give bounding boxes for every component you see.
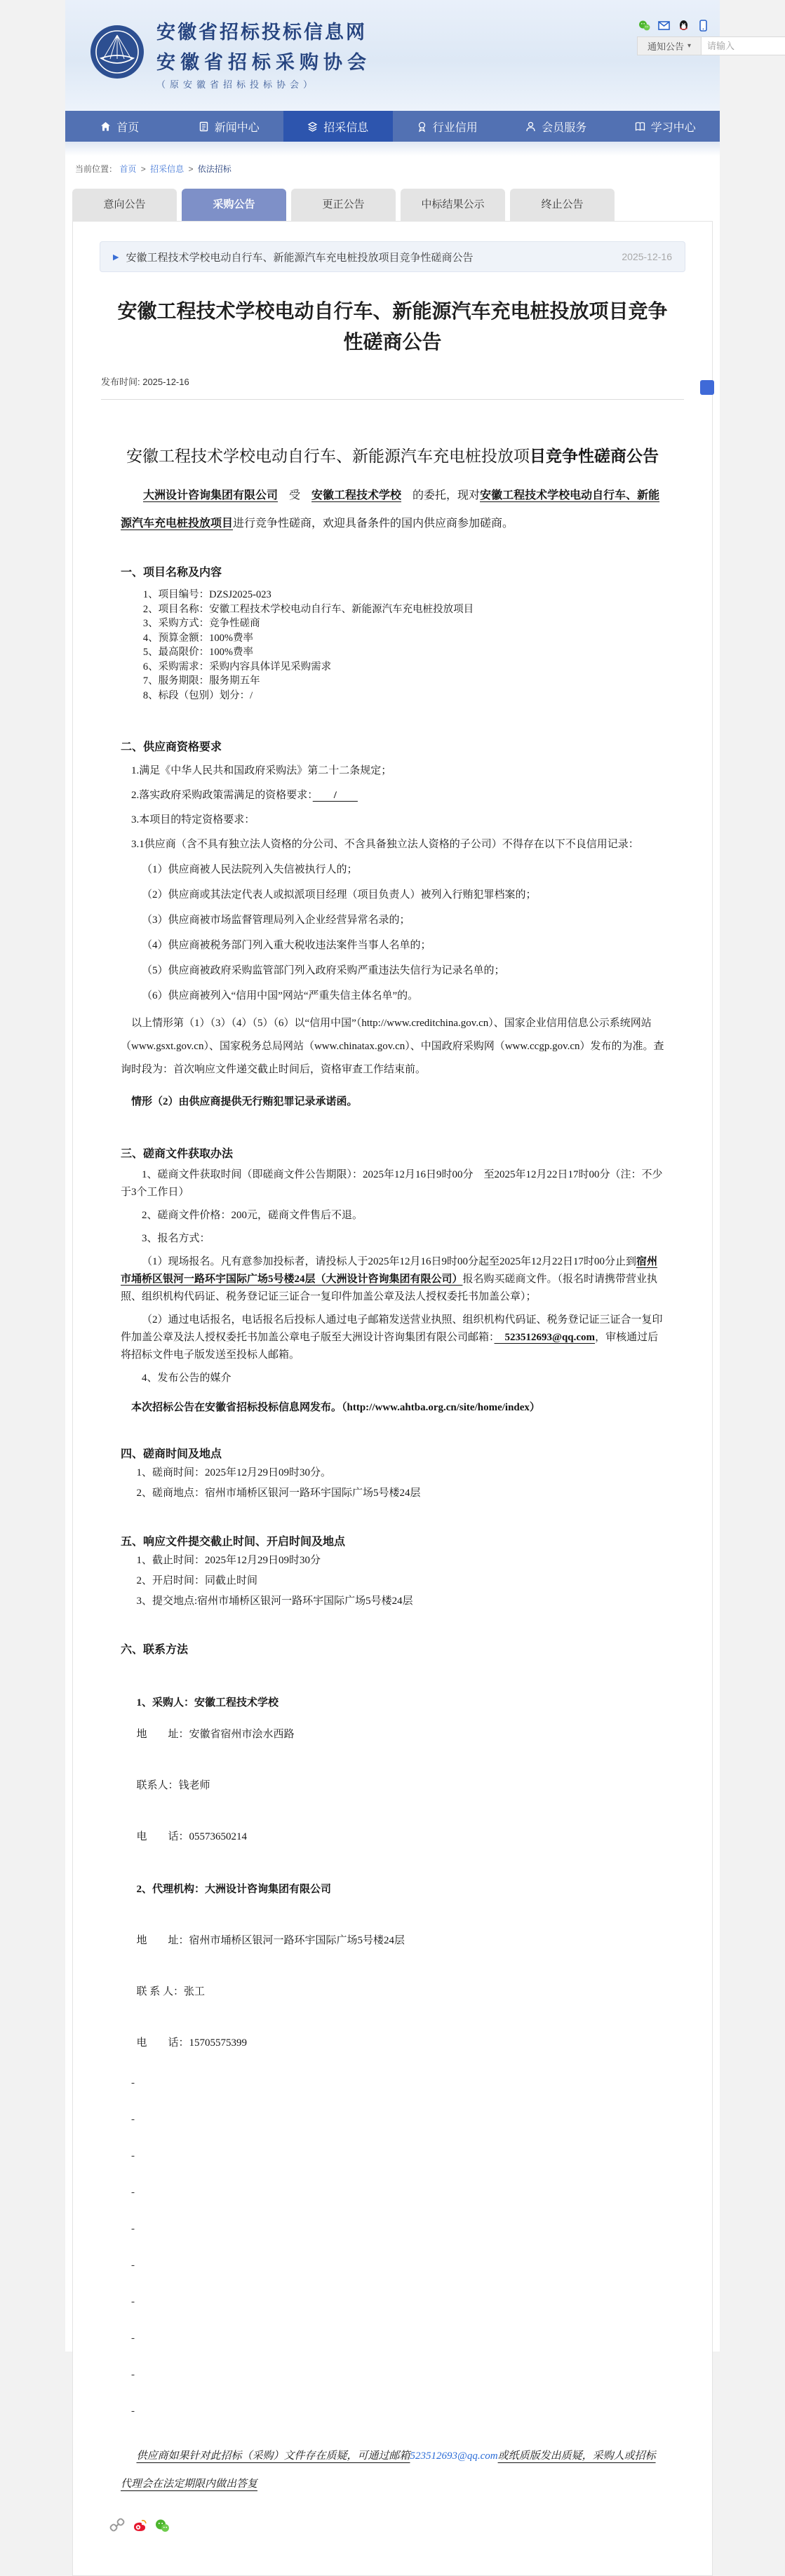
paragraph: [121, 788, 664, 803]
list-item: 1、磋商时间：2025年12月29日09时30分。: [136, 1467, 332, 1478]
intro-text: 进行竞争性磋商，欢迎具备条件的国内供应商参加磋商。: [233, 518, 514, 530]
search-category-select[interactable]: [637, 36, 702, 55]
weibo-icon[interactable]: [132, 2518, 147, 2533]
announcement-list-date: 2025-12-16: [622, 251, 672, 262]
project-name: 安徽工程技术学校电动自行车、新能源汽车充电桩投放项目: [121, 490, 660, 530]
objection-note: [121, 2442, 664, 2498]
breadcrumb-separator: >: [188, 164, 194, 174]
document-title: [121, 443, 664, 466]
list-item: （1）供应商被人民法院列入失信被执行人的；: [142, 864, 358, 875]
intro-text: 的委托，现对: [401, 490, 481, 501]
divider: [101, 399, 684, 400]
list-item: 3、报名方式：: [142, 1233, 210, 1244]
paragraph-text: 2.落实政府采购政策需满足的资格要求：: [131, 790, 313, 801]
nav-item-label: 行业信用: [432, 121, 478, 134]
link-icon[interactable]: [109, 2518, 125, 2533]
buyer-title: 1、采购人：安徽工程技术学校: [136, 1697, 279, 1708]
paragraph: 本次招标公告在安徽省招标投标信息网发布。（http://www.ahtba.org.cn/site/home/index）: [131, 1402, 540, 1413]
wechat-share-icon[interactable]: [154, 2518, 170, 2533]
list-item: 4、预算金额：100%费率: [142, 632, 253, 644]
tab-award-result[interactable]: 中标结果公示: [401, 189, 505, 221]
nav-item-label: 招采信息: [323, 121, 369, 134]
list-item: （5）供应商被政府采购监管部门列入政府采购严重违法失信行为记录名单的；: [142, 965, 505, 976]
list-item: 1、截止时间：2025年12月29日09时30分: [136, 1555, 321, 1566]
objection-email-link[interactable]: 523512693@qq.com: [410, 2450, 498, 2462]
dash: -: [131, 2114, 135, 2125]
registration-address: 宿州市埇桥区银河一路环宇国际广场5号楼24层（大洲设计咨询集团有限公司）: [121, 1256, 658, 1285]
nav-item-member-services[interactable]: [502, 111, 611, 142]
section1-list: [121, 588, 664, 703]
home-icon: [100, 121, 111, 132]
intro-text: 受: [278, 490, 312, 501]
list-item: [121, 1311, 664, 1364]
nav-item-home[interactable]: [65, 111, 175, 142]
medal-icon: [417, 121, 427, 132]
nav-item-procurement-info[interactable]: [283, 111, 393, 142]
tab-procurement-notice[interactable]: 采购公告: [182, 189, 286, 221]
breadcrumb-link-home[interactable]: 首页: [119, 164, 137, 174]
tab-correction-notice[interactable]: 更正公告: [291, 189, 396, 221]
triangle-right-icon: ▶: [113, 252, 119, 262]
list-item: 4、发布公告的媒介: [142, 1373, 232, 1384]
paragraph-text: （1）现场报名。凡有意参加投标者，请投标人于2025年12月16日9时00分起至2025年12月22日17时00分止到: [142, 1256, 637, 1267]
blank-underline: /: [312, 790, 358, 801]
paragraph: 3.本项目的特定资格要求：: [131, 814, 255, 825]
page-title: 安徽工程技术学校电动自行车、新能源汽车充电桩投放项目竞争性磋商公告: [117, 300, 668, 353]
share-icons: [109, 2518, 664, 2533]
intro-paragraph: [121, 482, 664, 538]
dash: -: [131, 2333, 135, 2344]
breadcrumb: [65, 142, 720, 182]
mobile-icon[interactable]: [697, 20, 709, 32]
agency-name: 大洲设计咨询集团有限公司: [143, 490, 279, 501]
site-title-line2: 安徽省招标采购协会: [156, 52, 371, 73]
qq-icon[interactable]: [678, 20, 690, 32]
list-item: 3、提交地点:宿州市埇桥区银河一路环宇国际广场5号楼24层: [136, 1596, 413, 1607]
news-icon: [199, 121, 209, 132]
breadcrumb-prefix: 当前位置：: [75, 164, 118, 174]
announcement-list-title: 安徽工程技术学校电动自行车、新能源汽车充电桩投放项目竞争性磋商公告: [126, 251, 474, 264]
list-item: 2、磋商文件价格：200元，磋商文件售后不退。: [142, 1210, 363, 1221]
announcement-list-item[interactable]: [100, 241, 685, 272]
agent-title: 2、代理机构：大洲设计咨询集团有限公司: [136, 1884, 332, 1895]
buyer-phone: 电 话：05573650214: [136, 1831, 248, 1842]
nav-item-label: 首页: [116, 121, 140, 134]
nav-item-label: 学习中心: [650, 121, 696, 134]
book-icon: [635, 121, 645, 132]
nav-item-label: 会员服务: [542, 121, 587, 134]
buyer-address: 地 址：安徽省宿州市浍水西路: [136, 1729, 295, 1740]
dash: -: [131, 2150, 135, 2162]
list-item: 8、标段（包别）划分：/: [142, 689, 253, 701]
paragraph-text: （2）通过电话报名，电话报名后投标人通过电子邮箱发送营业执照、组织机构代码证、税务登记证三证合一复印件加盖公章及法人授权委托书加盖公章电子版至大洲设计咨询集团有限公司邮箱：: [121, 1314, 663, 1343]
section6-heading: 六、联系方法: [121, 1644, 189, 1656]
paragraph-text: ，审核通过后将招标文件电子版发送至投标人邮箱。: [121, 1332, 659, 1361]
breadcrumb-link-section[interactable]: 招采信息: [150, 164, 184, 174]
buyer-name: 安徽工程技术学校: [311, 490, 402, 501]
publish-time: 发布时间: 2025-12-16: [101, 377, 189, 387]
dash: -: [131, 2406, 135, 2417]
dash: -: [131, 2260, 135, 2271]
search-bar: [637, 36, 785, 55]
paragraph: 以上情形第（1）（3）（4）（5）（6）以“信用中国”（http://www.creditchina.gov.cn）、国家企业信用信息公示系统网站（www.gsxt.gov.cn）、国家税务总局网站（www.chinatax.gov.cn）、中国政府采购网（www.ccgp.gov.cn）发布的为准。查询时段为：首次响应文件递交截止时间后，资格审查工作结束前。: [121, 1018, 664, 1075]
nav-item-industry-credit[interactable]: [393, 111, 502, 142]
site-titles: [156, 17, 371, 90]
list-item: 3、采购方式：竞争性磋商: [142, 618, 260, 629]
list-item: 2、项目名称：安徽工程技术学校电动自行车、新能源汽车充电桩投放项目: [142, 603, 474, 615]
breadcrumb-separator: >: [140, 164, 146, 174]
nav-item-news[interactable]: [175, 111, 284, 142]
paragraph: 1.满足《中华人民共和国政府采购法》第二十二条规定；: [131, 765, 392, 776]
paragraph: 情形（2）由供应商提供无行贿犯罪记录承诺函。: [131, 1096, 358, 1107]
site-header: [65, 0, 720, 111]
list-item: （3）供应商被市场监督管理局列入企业经营异常名录的；: [142, 915, 410, 926]
side-tool-button[interactable]: [700, 380, 714, 395]
nav-item-label: 新闻中心: [214, 121, 260, 134]
announcement-tabs: [72, 189, 713, 221]
list-item: 1、项目编号：DZSJ2025-023: [142, 589, 271, 600]
document-body: [73, 443, 712, 2533]
logo-wrap: [89, 17, 371, 90]
list-item: （4）供应商被税务部门列入重大税收违法案件当事人名单的；: [142, 940, 431, 951]
main-nav: [65, 111, 720, 142]
list-item: 7、服务期限：服务期五年: [142, 675, 260, 687]
document-title-bold: 目竞争性磋商公告: [530, 447, 659, 465]
layers-icon: [307, 121, 318, 132]
agent-contact: 联 系 人：张工: [136, 1986, 206, 1997]
paragraph-text: 报名购买磋商文件。（报名时请携带营业执照、组织机构代码证、税务登记证三证合一复印件加盖公章及法人授权委托书加盖公章）；: [121, 1274, 658, 1302]
section4-heading: 四、磋商时间及地点: [121, 1448, 222, 1460]
list-item: （6）供应商被列入“信用中国”网站“严重失信主体名单”的。: [142, 990, 419, 1002]
page: [65, 0, 720, 2490]
agent-phone: 电 话：15705575399: [136, 2037, 248, 2049]
user-icon: [525, 121, 536, 132]
section3-heading: 三、磋商文件获取办法: [121, 1148, 234, 1160]
site-logo-icon: [89, 24, 145, 83]
list-item: 1、磋商文件获取时间（即磋商文件公告期限）：2025年12月16日9时00分 至2025年12月22日17时00分（注：不少于3个工作日）: [121, 1169, 663, 1198]
section1-heading: 一、项目名称及内容: [121, 567, 222, 579]
search-input[interactable]: [702, 36, 785, 55]
content-panel: [72, 221, 713, 2576]
wechat-icon[interactable]: [638, 20, 650, 32]
dash: -: [131, 2077, 135, 2089]
paragraph: 3.1供应商（含不具有独立法人资格的分公司、不含具备独立法人资格的子公司）不得存在以下不良信用记录：: [131, 839, 639, 850]
tab-intention-notice[interactable]: 意向公告: [72, 189, 177, 221]
list-item: [121, 1253, 664, 1306]
agency-email: 523512693@qq.com: [494, 1332, 596, 1343]
list-item: 6、采购需求：采购内容具体详见采购需求: [142, 661, 332, 673]
dash: -: [131, 2223, 135, 2234]
list-item: （2）供应商或其法定代表人或拟派项目经理（项目负责人）被列入行贿犯罪档案的；: [142, 889, 537, 901]
mail-icon[interactable]: [658, 20, 670, 32]
site-title-line1: 安徽省招标投标信息网: [156, 22, 367, 43]
quick-icons: [638, 20, 709, 32]
nav-item-learning-center[interactable]: [611, 111, 720, 142]
contact-block: [121, 1694, 664, 2049]
dash-lines: [121, 2077, 664, 2442]
dash: -: [131, 2369, 135, 2380]
note-text: 或纸质版发出质疑，采购人或招标代理会在法定期限内做出答复: [121, 2450, 656, 2490]
breadcrumb-current: 依法招标: [197, 164, 232, 174]
section2-heading: 二、供应商资格要求: [121, 741, 222, 753]
dash: -: [131, 2296, 135, 2307]
list-item: 5、最高限价：100%费率: [142, 647, 253, 658]
tab-termination-notice[interactable]: 终止公告: [510, 189, 615, 221]
search-category-value: 通知公告: [647, 41, 684, 52]
section5-heading: 五、响应文件提交截止时间、开启时间及地点: [121, 1536, 346, 1548]
list-item: 2、开启时间：同截止时间: [136, 1575, 258, 1586]
agent-address: 地 址：宿州市埇桥区银河一路环宇国际广场5号楼24层: [136, 1935, 405, 1946]
dash: -: [131, 2187, 135, 2198]
site-title-line3: （原安徽省招标投标协会）: [156, 79, 317, 90]
note-text: 供应商如果针对此招标（采购）文件存在质疑，可通过邮箱: [136, 2450, 410, 2462]
document-title-normal: 安徽工程技术学校电动自行车、新能源汽车充电桩投放项: [126, 447, 530, 465]
chevron-down-icon: ▾: [687, 42, 692, 50]
buyer-contact: 联系人：钱老师: [136, 1780, 210, 1791]
list-item: 2、磋商地点：宿州市埇桥区银河一路环宇国际广场5号楼24层: [136, 1488, 421, 1499]
